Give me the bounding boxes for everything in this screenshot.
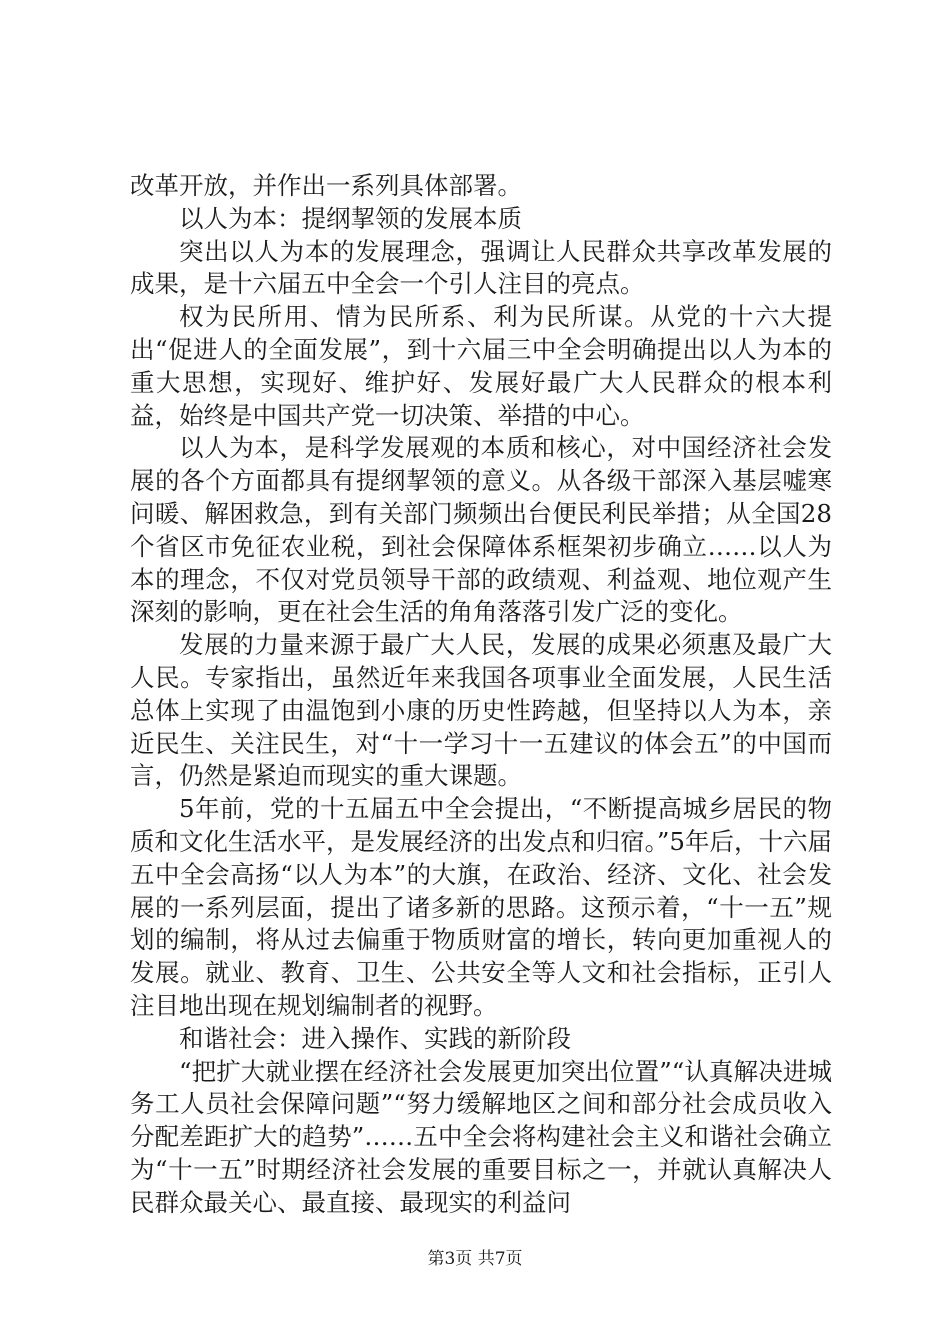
page-number-footer: 第3页 共7页 [427, 1249, 523, 1269]
paragraph: 权为民所用、情为民所系、利为民所谋。从党的十六大提出“促进人的全面发展”，到十六届三中全会明确提出以人为本的重大思想，实现好、维护好、发展好最广大人民群众的根本利益，始终是中国共产党一切决策、举措的中心。 [130, 302, 832, 430]
section-heading: 以人为本：提纲挈领的发展本质 [179, 203, 522, 233]
document-body [130, 170, 832, 1220]
paragraph: 以人为本，是科学发展观的本质和核心，对中国经济社会发展的各个方面都具有提纲挈领的意义。从各级干部深入基层嘘寒问暖、解困救急，到有关部门频频出台便民利民举措；从全国28个省区市免征农业税，到社会保障体系框架初步确立……以人为本的理念，不仅对党员领导干部的政绩观、利益观、地位观产生深刻的影响，更在社会生活的角角落落引发广泛的变化。 [130, 433, 832, 627]
paragraph: 发展的力量来源于最广大人民，发展的成果必须惠及最广大人民。专家指出，虽然近年来我国各项事业全面发展，人民生活总体上实现了由温饱到小康的历史性跨越，但坚持以人为本，亲近民生、关注民生，对“十一学习十一五建议的体会五”的中国而言，仍然是紧迫而现实的重大课题。 [130, 630, 832, 791]
paragraph: 5年前，党的十五届五中全会提出，“不断提高城乡居民的物质和文化生活水平，是发展经济的出发点和归宿。”5年后，十六届五中全会高扬“以人为本”的大旗，在政治、经济、文化、社会发展的一系列层面，提出了诸多新的思路。这预示着，“十一五”规划的编制，将从过去偏重于物质财富的增长，转向更加重视人的发展。就业、教育、卫生、公共安全等人文和社会指标，正引人注目地出现在规划编制者的视野。 [130, 794, 832, 1020]
paragraph: 突出以人为本的发展理念，强调让人民群众共享改革发展的成果，是十六届五中全会一个引人注目的亮点。 [130, 236, 832, 299]
paragraph: 改革开放，并作出一系列具体部署。 [130, 171, 522, 200]
section-heading: 和谐社会：进入操作、实践的新阶段 [179, 1023, 571, 1053]
paragraph: “把扩大就业摆在经济社会发展更加突出位置”“认真解决进城务工人员社会保障问题”“努力缓解地区之间和部分社会成员收入分配差距扩大的趋势”……五中全会将构建社会主义和谐社会确立为“十一五”时期经济社会发展的重要目标之一，并就认真解决人民群众最关心、最直接、最现实的利益问 [130, 1056, 832, 1217]
